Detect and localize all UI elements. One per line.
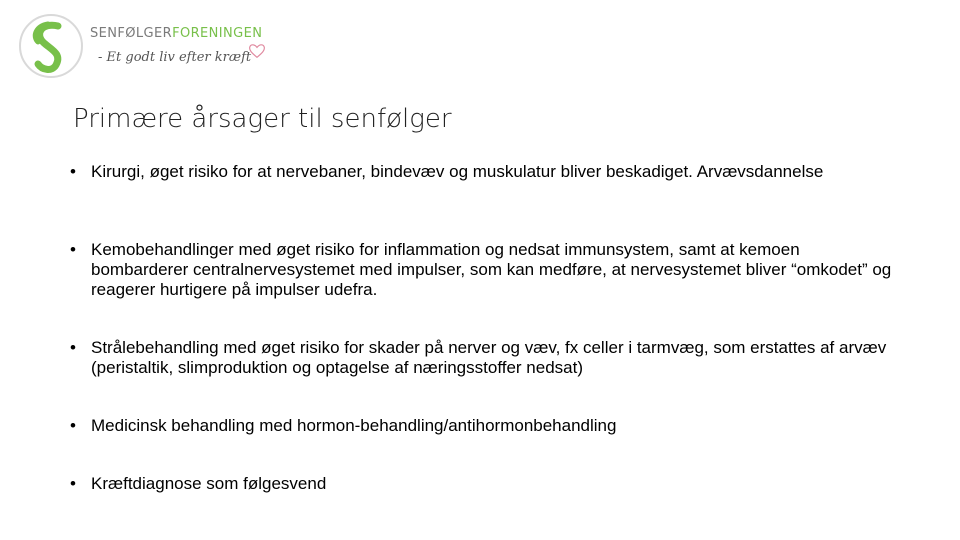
- logo-name: [90, 26, 262, 41]
- bullet-text: Medicinsk behandling med hormon-behandling/antihormonbehandling: [91, 416, 617, 435]
- bullet-item: [70, 474, 900, 494]
- bullet-marker: •: [70, 240, 76, 259]
- logo-name-part2: FORENINGEN: [172, 26, 263, 41]
- slide-title: Primære årsager til senfølger: [73, 104, 452, 134]
- bullet-item: [70, 240, 900, 300]
- logo-s-mark-icon: [18, 12, 88, 80]
- bullet-item: [70, 416, 900, 436]
- bullet-marker: •: [70, 338, 76, 357]
- bullet-item: [70, 338, 900, 378]
- organization-logo: [18, 12, 268, 80]
- logo-tagline: - Et godt liv efter kræft: [98, 50, 252, 65]
- bullet-text: Kræftdiagnose som følgesvend: [91, 474, 327, 493]
- heart-icon: [248, 42, 266, 60]
- bullet-item: [70, 162, 900, 182]
- bullet-marker: •: [70, 474, 76, 493]
- bullet-marker: •: [70, 162, 76, 181]
- bullet-marker: •: [70, 416, 76, 435]
- bullet-text: Kirurgi, øget risiko for at nervebaner, bindevæv og muskulatur bliver beskadiget. Arvævsdannelse: [91, 162, 824, 181]
- bullet-text: Strålebehandling med øget risiko for skader på nerver og væv, fx celler i tarmvæg, som erstattes af arvæv (peristaltik, slimproduktion og optagelse af næringsstoffer nedsat): [91, 338, 887, 377]
- bullet-text: Kemobehandlinger med øget risiko for inflammation og nedsat immunsystem, samt at kemoen bombarderer centralnervesystemet med impulser, som kan medføre, at nervesystemet bliver “omkodet” og reagerer hurtigere på impulser udefra.: [91, 240, 892, 299]
- logo-name-part1: SENFØLGER: [90, 26, 173, 41]
